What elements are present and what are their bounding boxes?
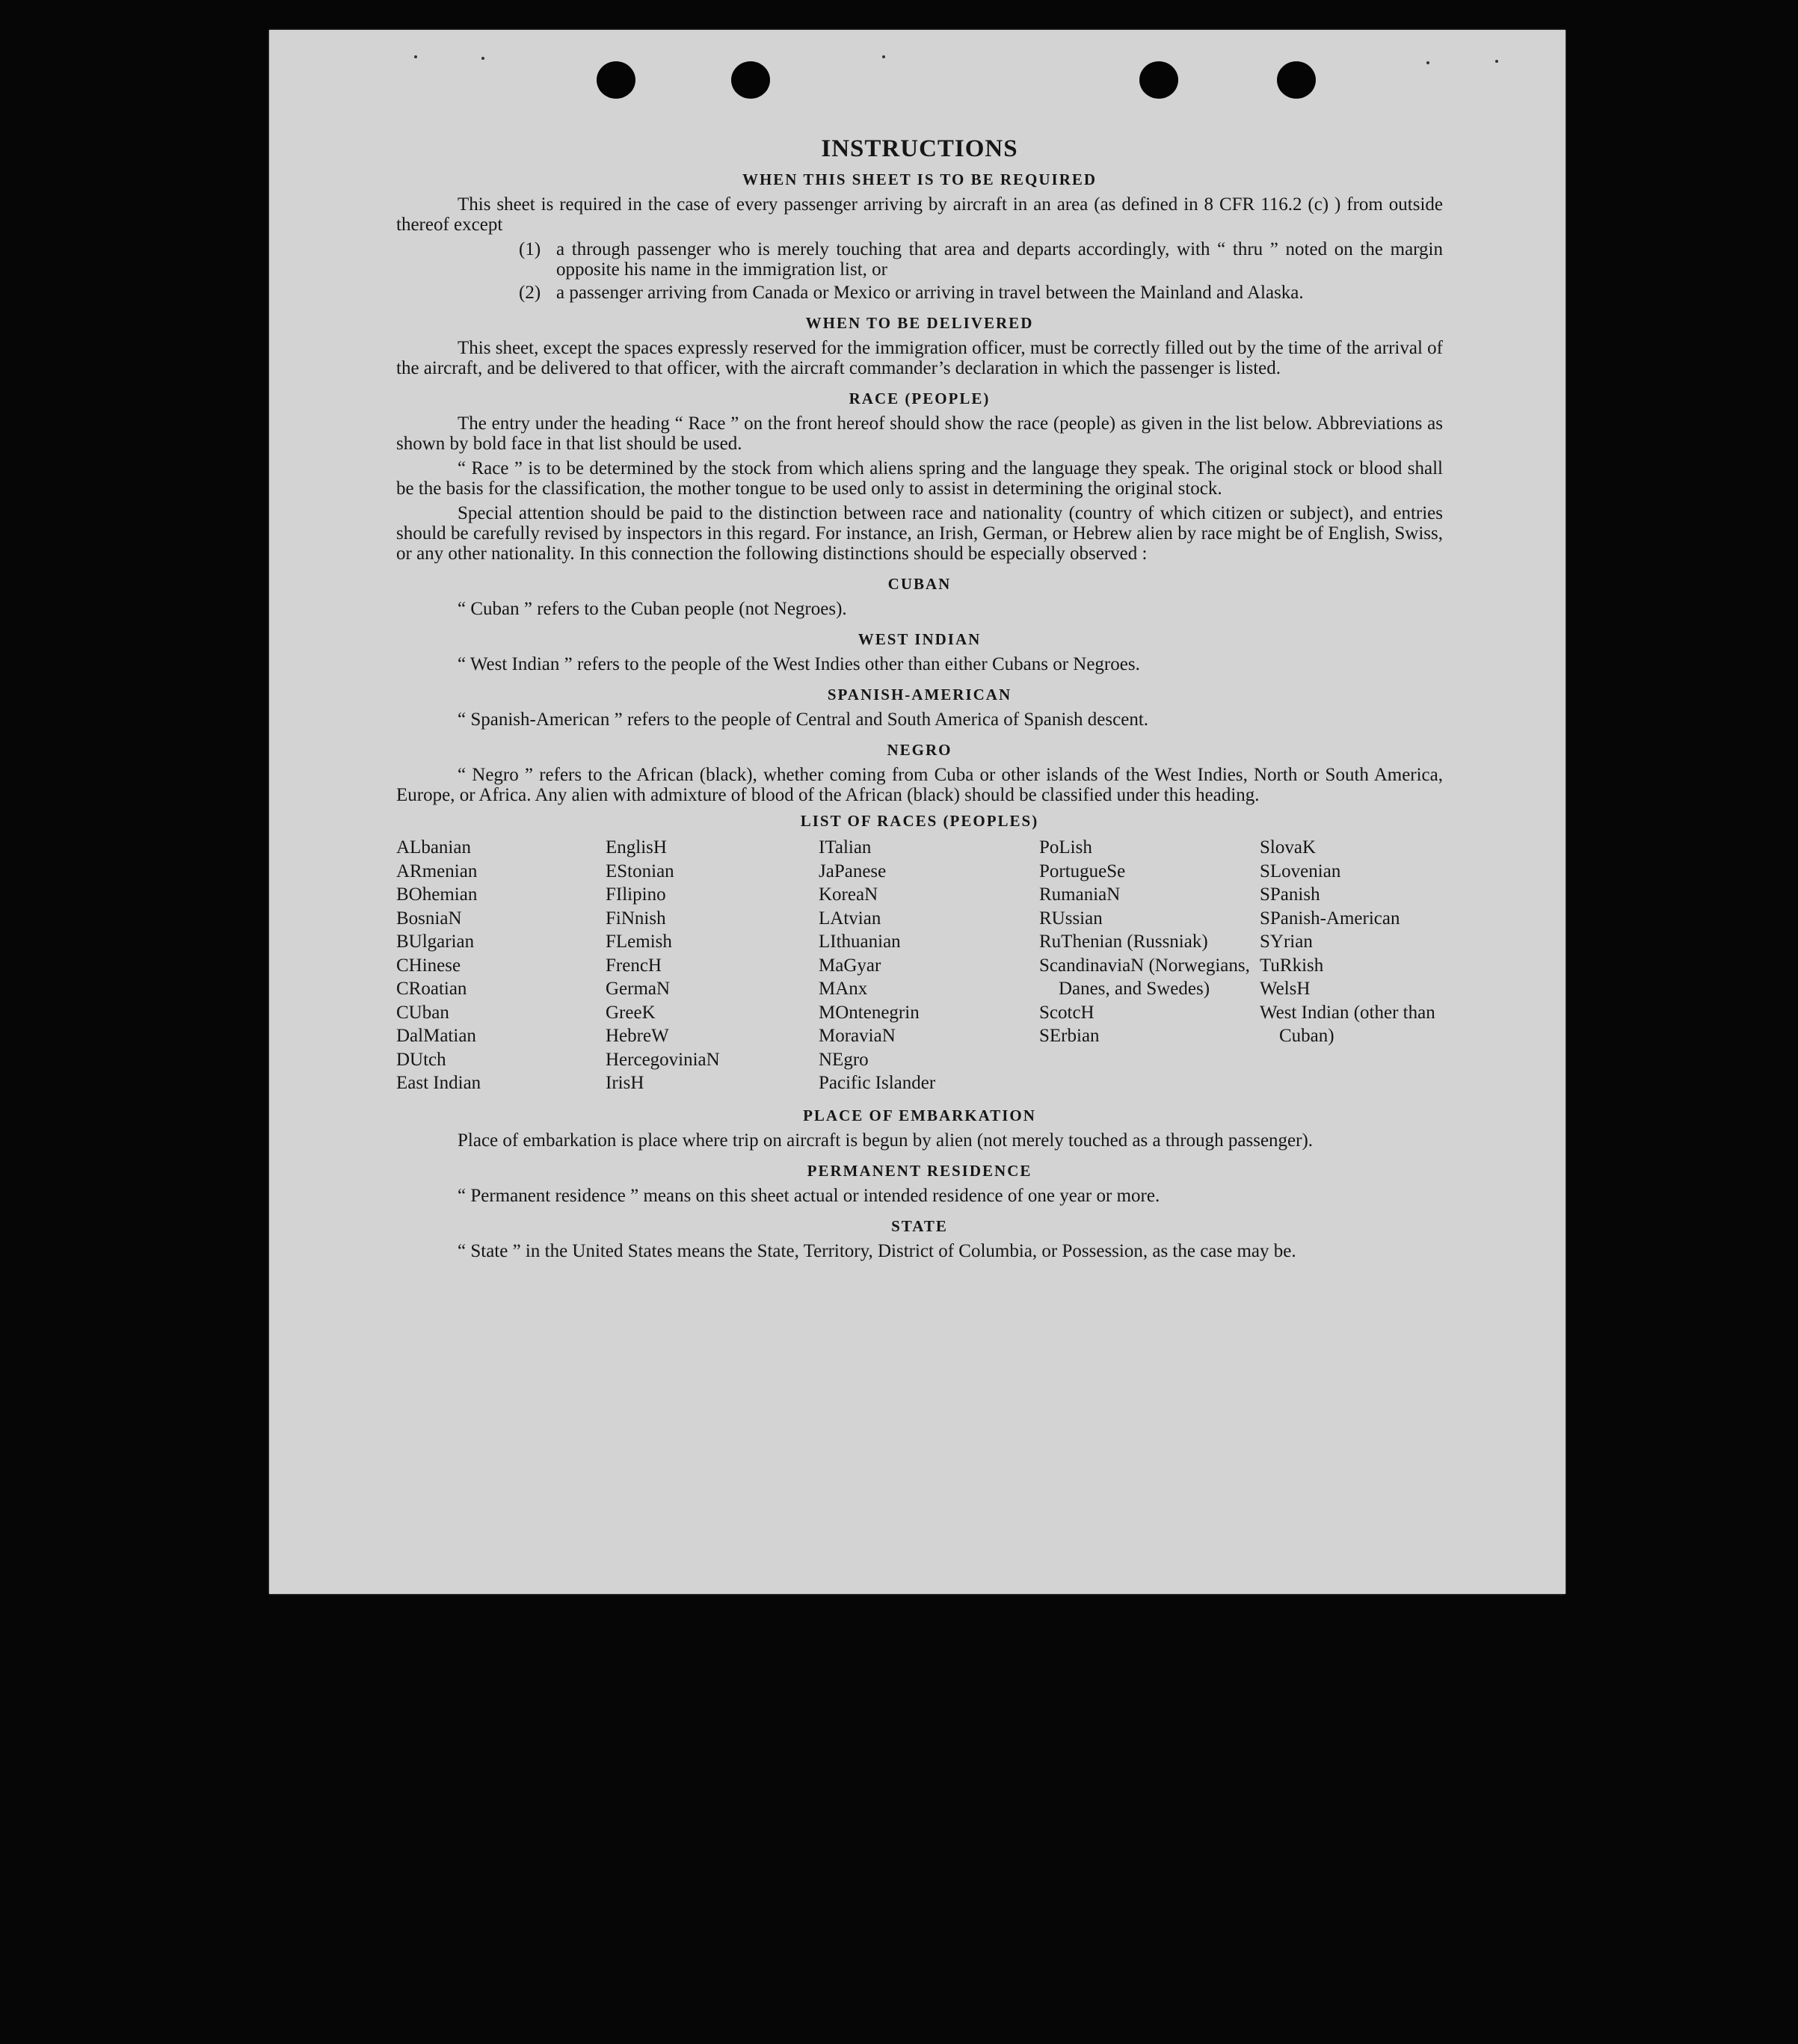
race-entry: IrisH: [606, 1073, 644, 1093]
race-entry: ARmenian: [396, 861, 478, 881]
race-entry: BosniaN: [396, 908, 462, 929]
races-column-1: [396, 836, 606, 1095]
race-paragraph-3: Special attention should be paid to the distinction between race and nationality (country of which citizen or subject), and entries should be carefully revised by inspectors in this regard. For instance, an Irish, German, or Hebrew alien by race might be of English, Swiss, or any other nationality. In this connection the following distinctions should be especially observed :: [396, 503, 1443, 564]
speck: [414, 55, 417, 58]
race-paragraph-2: “ Race ” is to be determined by the stock from which aliens spring and the language they speak. The original stock or blood shall be the basis for the classification, the mother tongue to be used only to assist in determining the original stock.: [396, 458, 1443, 499]
page-title: INSTRUCTIONS: [821, 135, 1018, 162]
section-heading-required: WHEN THIS SHEET IS TO BE REQUIRED: [742, 170, 1097, 188]
cuban-text: “ Cuban ” refers to the Cuban people (not Negroes).: [458, 599, 847, 619]
item-text: a through passenger who is merely touching that area and departs accordingly, with “ thru ” noted on the margin opposite his name in the immigration list, or: [556, 239, 1443, 280]
spanish-american-text: “ Spanish-American ” refers to the people of Central and South America of Spanish descent.: [458, 709, 1149, 730]
west-indian-text: “ West Indian ” refers to the people of the West Indies other than either Cubans or Negroes.: [458, 654, 1140, 674]
race-entry: BUlgarian: [396, 932, 475, 952]
punch-hole: [597, 61, 635, 99]
punch-hole: [1277, 61, 1316, 99]
item-text: a passenger arriving from Canada or Mexico or arriving in travel between the Mainland and Alaska.: [556, 283, 1304, 303]
delivered-text: This sheet, except the spaces expressly reserved for the immigration officer, must be correctly filled out by the time of the arrival of the aircraft, and be delivered to that officer, with the aircraft commander’s declaration in which the passenger is listed.: [396, 338, 1443, 378]
race-entry: DalMatian: [396, 1026, 476, 1046]
race-paragraph-1: The entry under the heading “ Race ” on the front hereof should show the race (people) as given in the list below. Abbreviations as shown by bold face in that list should be used.: [396, 413, 1443, 454]
race-entry: JaPanese: [819, 861, 887, 881]
race-entry: SlovaK: [1260, 837, 1316, 858]
speck: [1426, 61, 1429, 64]
race-entry: PoLish: [1039, 837, 1092, 858]
races-column-4: [1039, 836, 1260, 1095]
speck: [481, 57, 484, 60]
races-column-3: [819, 836, 1039, 1095]
state-text: “ State ” in the United States means the State, Territory, District of Columbia, or Possession, as the case may be.: [458, 1240, 1296, 1261]
section-heading-negro: NEGRO: [887, 741, 952, 759]
race-entry: CHinese: [396, 955, 461, 976]
race-entry: TuRkish: [1260, 955, 1324, 976]
race-entry: RumaniaN: [1039, 884, 1121, 905]
section-heading-west-indian: WEST INDIAN: [858, 630, 982, 648]
section-heading-delivered: WHEN TO BE DELIVERED: [805, 314, 1034, 332]
race-entry: HercegoviniaN: [606, 1049, 720, 1070]
race-entry: MaGyar: [819, 955, 881, 976]
residence-text: “ Permanent residence ” means on this sheet actual or intended residence of one year or more.: [458, 1185, 1160, 1206]
punch-hole: [1139, 61, 1178, 99]
race-entry: East Indian: [396, 1073, 481, 1093]
item-number: (2): [519, 283, 541, 303]
race-entry: SLovenian: [1260, 861, 1341, 881]
race-entry: ITalian: [819, 837, 872, 858]
race-entry: BOhemian: [396, 884, 478, 905]
race-entry: FiNnish: [606, 908, 666, 929]
exception-item-1: [519, 239, 1443, 280]
race-entry: RuThenian (Russniak): [1039, 932, 1208, 952]
race-entry: DUtch: [396, 1049, 446, 1070]
race-entry: ScandinaviaN (Norwegians, Danes, and Swedes): [1039, 955, 1250, 999]
race-entry: SYrian: [1260, 932, 1313, 952]
race-entry: ScotcH: [1039, 1002, 1094, 1023]
section-heading-embarkation: PLACE OF EMBARKATION: [803, 1106, 1036, 1124]
race-entry: MoraviaN: [819, 1026, 896, 1046]
race-entry: KoreaN: [819, 884, 878, 905]
punch-hole: [731, 61, 770, 99]
section-heading-state: STATE: [891, 1216, 948, 1235]
race-entry: ALbanian: [396, 837, 471, 858]
instructions-content: [396, 135, 1443, 1266]
race-entry: EnglisH: [606, 837, 667, 858]
section-heading-spanish-american: SPANISH-AMERICAN: [827, 686, 1012, 704]
race-entry: FLemish: [606, 932, 672, 952]
section-heading-cuban: CUBAN: [887, 575, 952, 593]
race-entry: WelsH: [1260, 979, 1311, 999]
required-intro: This sheet is required in the case of every passenger arriving by aircraft in an area (as defined in 8 CFR 116.2 (c) ) from outside thereof except: [396, 194, 1443, 235]
list-of-races-heading: LIST OF RACES (PEOPLES): [800, 812, 1039, 830]
list-of-races: [396, 836, 1443, 1095]
race-entry: NEgro: [819, 1049, 869, 1070]
race-entry: Pacific Islander: [819, 1073, 936, 1093]
section-heading-residence: PERMANENT RESIDENCE: [807, 1161, 1032, 1180]
race-entry: SErbian: [1039, 1026, 1100, 1046]
races-column-5: [1260, 836, 1443, 1095]
section-heading-race: RACE (PEOPLE): [849, 390, 991, 407]
race-entry: HebreW: [606, 1026, 669, 1046]
race-entry: FIlipino: [606, 884, 666, 905]
race-entry: MOntenegrin: [819, 1002, 920, 1023]
embarkation-text: Place of embarkation is place where trip on aircraft is begun by alien (not merely touched as a through passenger).: [458, 1130, 1314, 1151]
races-column-2: [606, 836, 819, 1095]
item-number: (1): [519, 239, 541, 259]
race-entry: CUban: [396, 1002, 449, 1023]
race-entry: GermaN: [606, 979, 671, 999]
document-sheet: [269, 30, 1565, 1594]
race-entry: West Indian (other than Cuban): [1260, 1002, 1435, 1046]
race-entry: MAnx: [819, 979, 868, 999]
race-entry: FrencH: [606, 955, 662, 976]
speck: [882, 55, 885, 58]
race-entry: GreeK: [606, 1002, 656, 1023]
speck: [1495, 60, 1498, 63]
race-entry: EStonian: [606, 861, 674, 881]
exception-item-2: [519, 283, 1443, 303]
race-entry: LIthuanian: [819, 932, 901, 952]
race-entry: SPanish: [1260, 884, 1320, 905]
race-entry: SPanish-American: [1260, 908, 1400, 929]
race-entry: LAtvian: [819, 908, 881, 929]
race-entry: CRoatian: [396, 979, 467, 999]
negro-text: “ Negro ” refers to the African (black), whether coming from Cuba or other islands of the West Indies, North or South America, Europe, or Africa. Any alien with admixture of blood of the African (black) should be classified under this heading.: [396, 765, 1443, 805]
race-entry: PortugueSe: [1039, 861, 1126, 881]
race-entry: RUssian: [1039, 908, 1103, 929]
